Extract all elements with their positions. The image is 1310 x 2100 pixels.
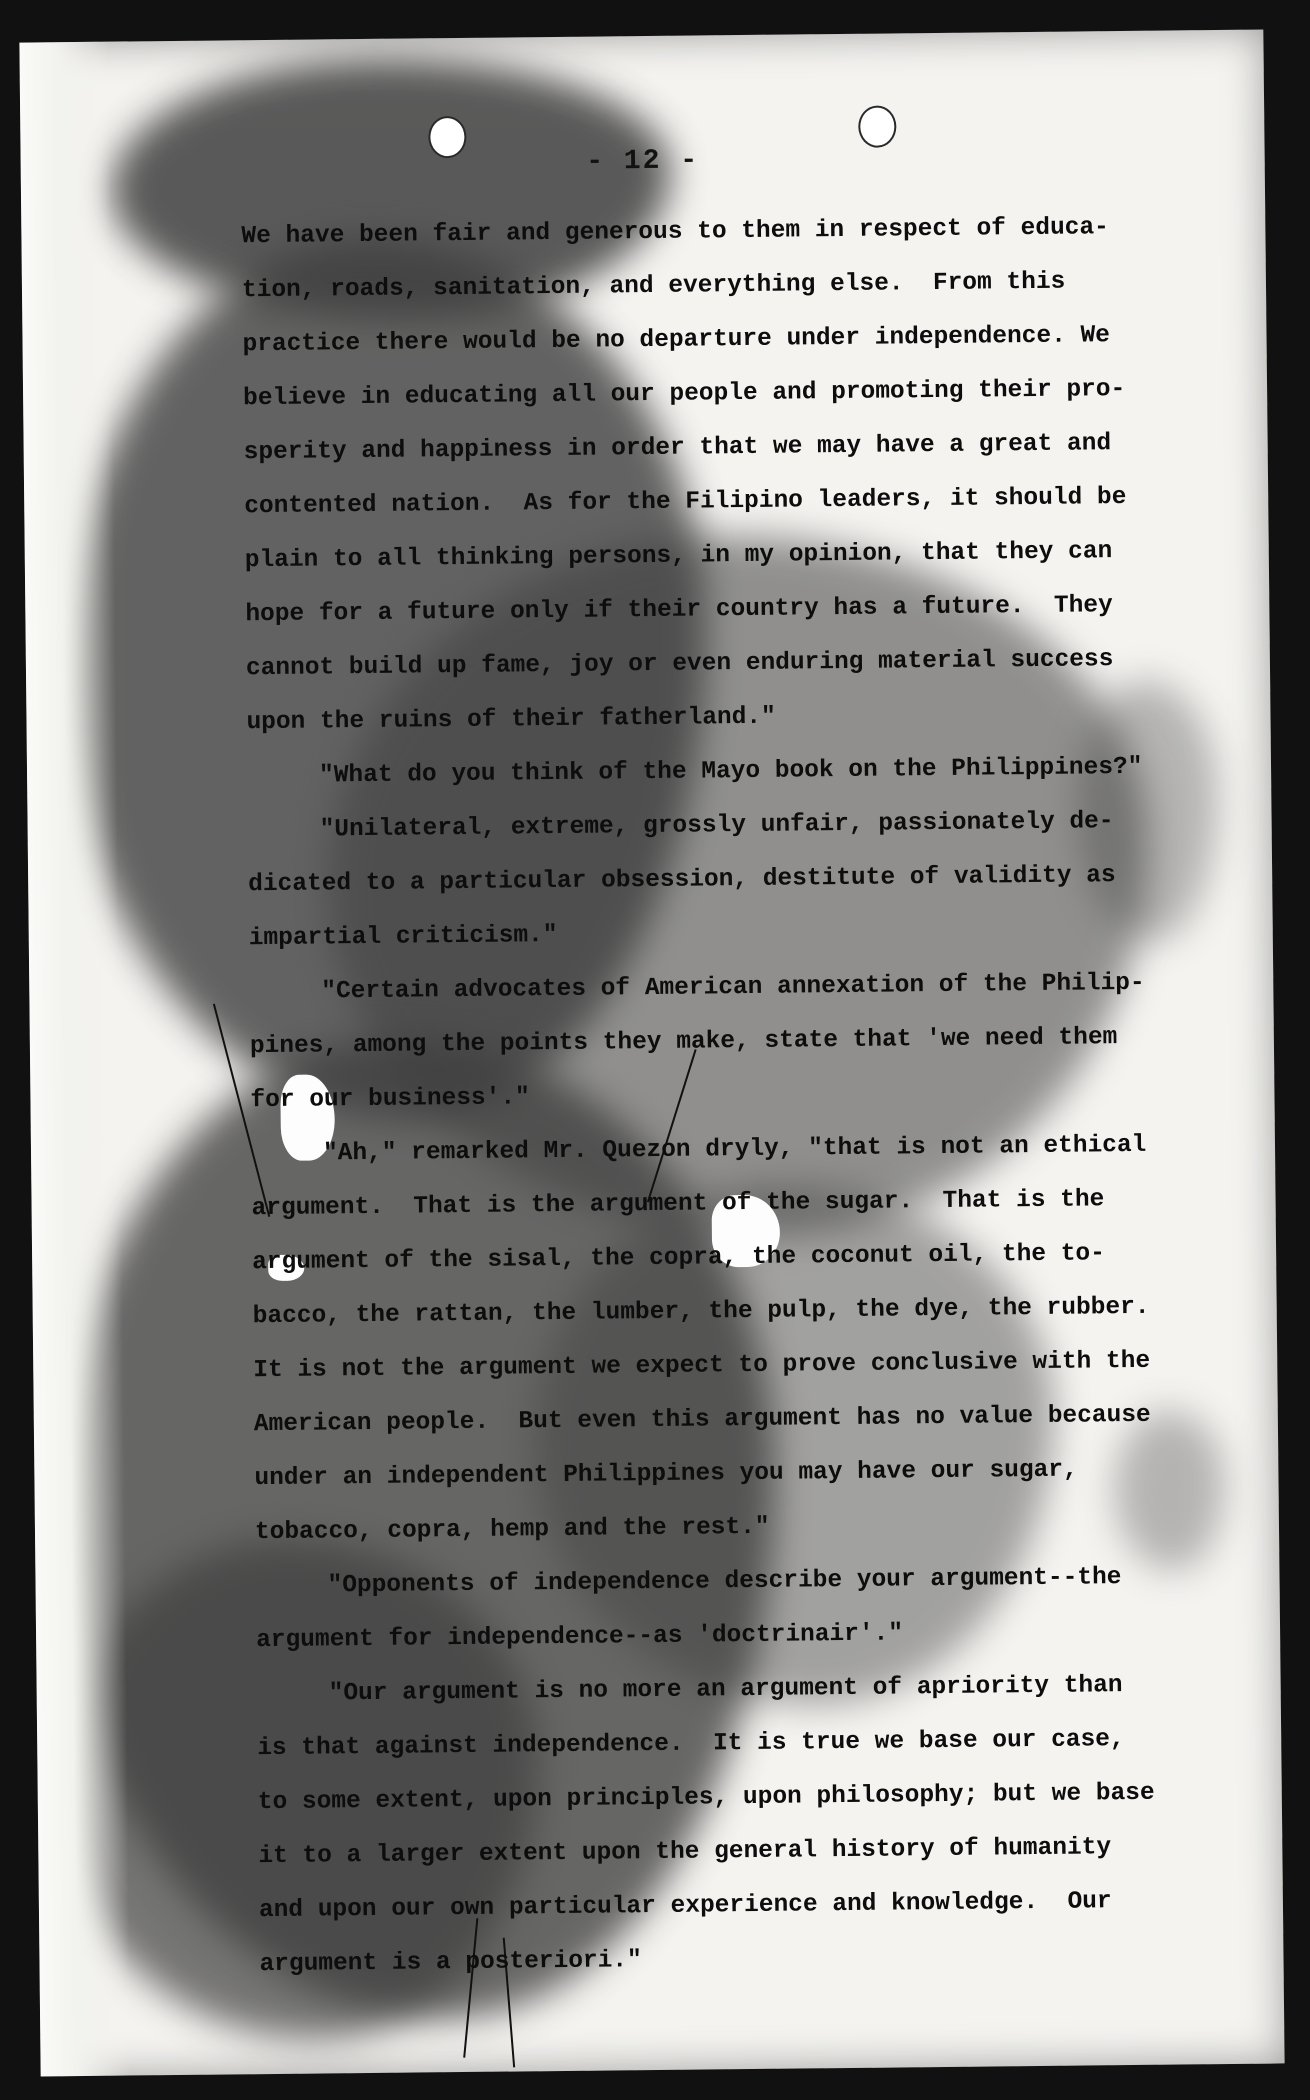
text-line: for our business'."	[250, 1084, 530, 1115]
text-line: "Opponents of independence describe your argument--the	[327, 1564, 1122, 1600]
text-line: believe in educating all our people and promoting their pro-	[242, 376, 1126, 413]
text-line: "Certain advocates of American annexation of the Philip-	[321, 969, 1145, 1006]
text-line: is that against independence. It is true we base our case,	[257, 1726, 1125, 1763]
text-line: sperity and happiness in order that we may have a great and	[243, 430, 1112, 467]
text-line: argument. That is the argument of the sugar. That is the	[251, 1186, 1105, 1223]
text-line: argument for independence--as 'doctrinair'."	[255, 1620, 904, 1655]
text-line: "Our argument is no more an argument of apriority than	[328, 1672, 1123, 1708]
text-line: cannot build up fame, joy or even enduring material success	[245, 646, 1114, 683]
text-line: tion, roads, sanitation, and everything else. From this	[241, 268, 1066, 305]
text-line: "What do you think of the Mayo book on the Philippines?"	[318, 753, 1143, 790]
typed-text-body	[241, 200, 1220, 1992]
text-line: American people. But even this argument has no value because	[253, 1401, 1151, 1439]
text-line: to some extent, upon principles, upon philosophy; but we base	[257, 1779, 1155, 1817]
page-number: - 12 -	[586, 145, 700, 178]
text-line: bacco, the rattan, the lumber, the pulp, the dye, the rubber.	[252, 1293, 1150, 1331]
text-line: We have been fair and generous to them in respect of educa-	[241, 214, 1109, 251]
text-line: under an independent Philippines you may have our sugar,	[254, 1456, 1078, 1493]
text-line: argument is a posteriori."	[259, 1947, 642, 1979]
text-line: and upon our own particular experience and knowledge. Our	[258, 1888, 1112, 1925]
text-line: practice there would be no departure under independence. We	[242, 322, 1111, 359]
text-line: impartial criticism."	[248, 921, 558, 953]
text-line: argument of the sisal, the copra, the coconut oil, the to-	[252, 1240, 1106, 1277]
text-line: It is not the argument we expect to prove conclusive with the	[253, 1347, 1151, 1385]
document-page	[19, 30, 1284, 2077]
punch-hole	[858, 105, 896, 147]
text-line: "Ah," remarked Mr. Quezon dryly, "that is not an ethical	[322, 1131, 1147, 1168]
text-line: hope for a future only if their country has a future. They	[245, 592, 1113, 629]
text-line: tobacco, copra, hemp and the rest."	[254, 1513, 770, 1547]
paper-edge	[19, 42, 130, 2077]
text-line: it to a larger extent upon the general history of humanity	[258, 1834, 1112, 1871]
text-line: "Unilateral, extreme, grossly unfair, passionately de-	[319, 808, 1114, 844]
text-line: pines, among the points they make, state that 'we need them	[249, 1024, 1118, 1061]
text-line: dicated to a particular obsession, destitute of validity as	[248, 862, 1116, 899]
text-line: upon the ruins of their fatherland."	[246, 703, 776, 737]
text-line: contented nation. As for the Filipino leaders, it should be	[244, 484, 1127, 521]
text-line: plain to all thinking persons, in my opinion, that they can	[244, 538, 1113, 575]
